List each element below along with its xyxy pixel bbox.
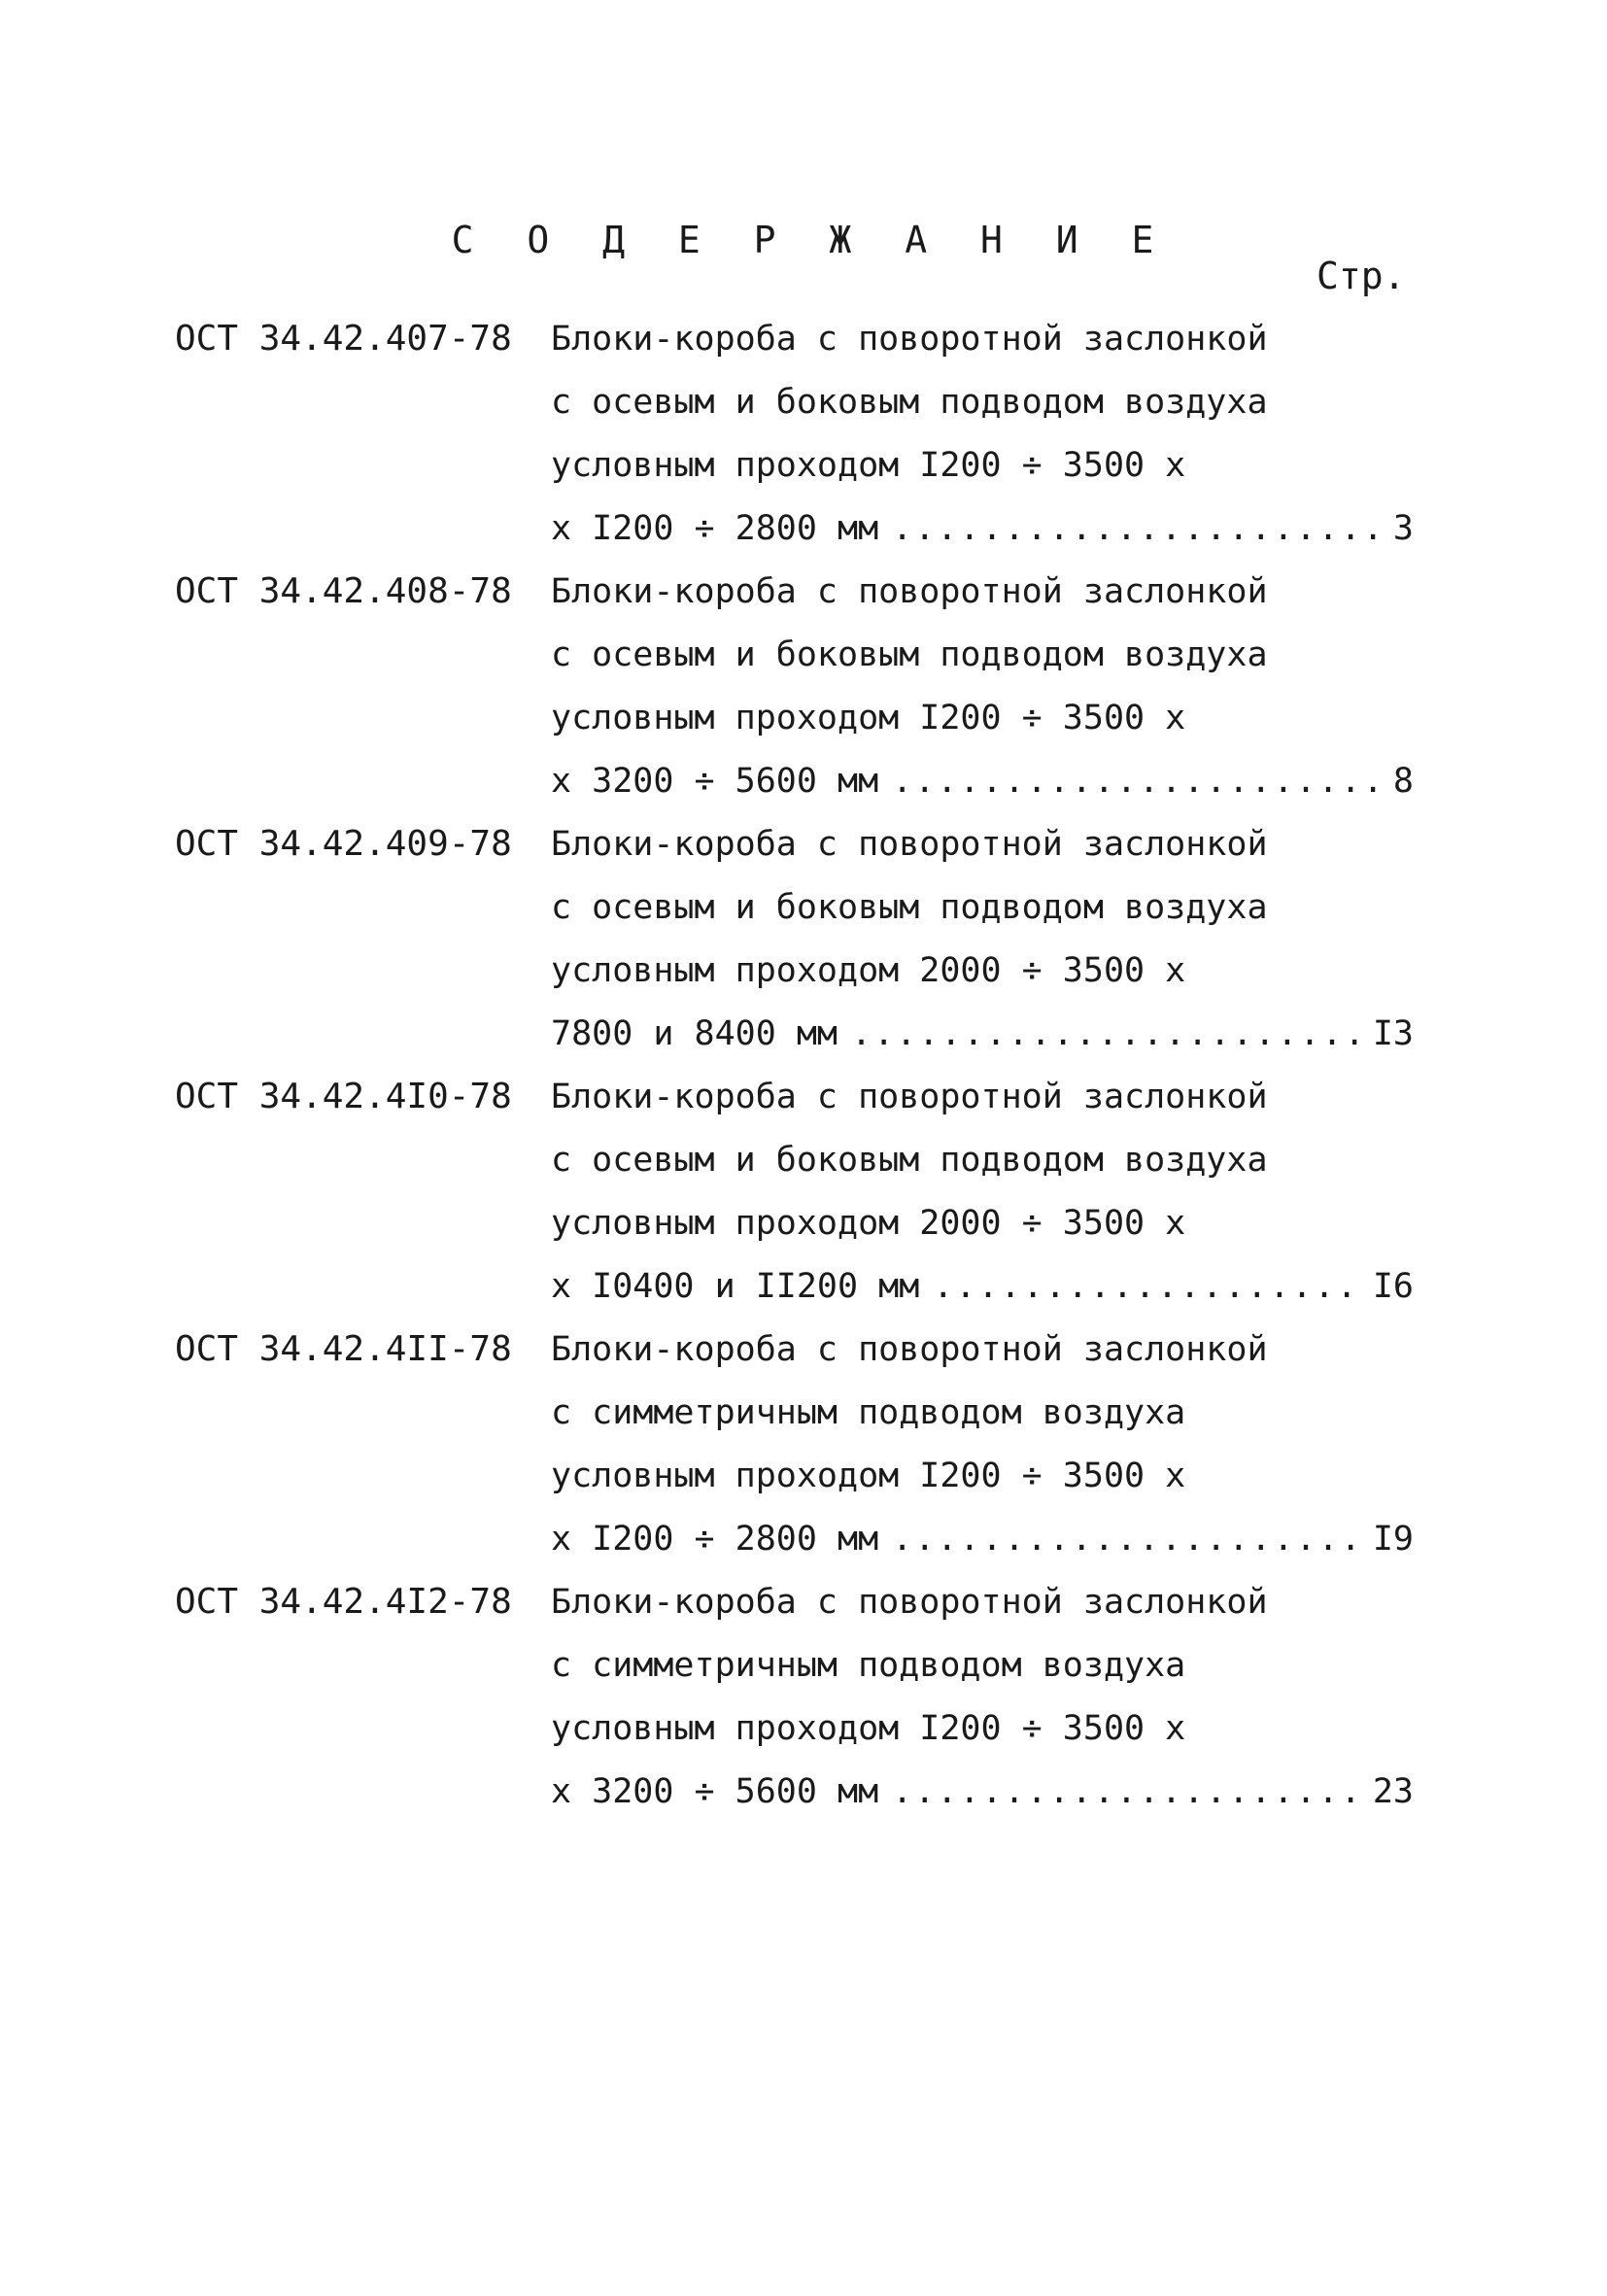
description-line: 7800 и 8400 мм bbox=[551, 1014, 838, 1053]
dot-leader bbox=[892, 508, 1387, 549]
dot-leader bbox=[892, 1519, 1367, 1559]
description-last-line bbox=[551, 1519, 1414, 1582]
standard-code: ОСТ 34.42.409-78 bbox=[175, 824, 512, 864]
description-line: с осевым и боковым подводом воздуха bbox=[551, 383, 1268, 422]
description-line: с осевым и боковым подводом воздуха bbox=[551, 888, 1268, 927]
standard-code: ОСТ 34.42.4II-78 bbox=[175, 1329, 512, 1369]
description-line: условным проходом 2000 ÷ 3500 х bbox=[551, 1204, 1186, 1243]
description-line: условным проходом I200 ÷ 3500 х bbox=[551, 1709, 1186, 1748]
dot-leader bbox=[933, 1266, 1367, 1307]
entry-description bbox=[551, 1077, 1414, 1329]
page-number: I9 bbox=[1372, 1520, 1414, 1559]
description-last-line bbox=[551, 1013, 1414, 1077]
page-number: I3 bbox=[1372, 1014, 1414, 1053]
standard-code: ОСТ 34.42.407-78 bbox=[175, 319, 512, 359]
description-line: Блоки-короба с поворотной заслонкой bbox=[551, 1330, 1268, 1369]
toc-entry bbox=[175, 1582, 1414, 1834]
description-line: условным проходом I200 ÷ 3500 х bbox=[551, 446, 1186, 485]
page-number: 23 bbox=[1372, 1772, 1414, 1811]
description-last-line bbox=[551, 1266, 1414, 1329]
toc-entry bbox=[175, 571, 1414, 824]
page-number: I6 bbox=[1372, 1267, 1414, 1306]
description-line: условным проходом I200 ÷ 3500 х bbox=[551, 1456, 1186, 1495]
page-number: 8 bbox=[1392, 762, 1414, 801]
toc-entry bbox=[175, 319, 1414, 571]
entry-description bbox=[551, 319, 1414, 571]
description-line: с симметричным подводом воздуха bbox=[551, 1393, 1186, 1432]
description-line: Блоки-короба с поворотной заслонкой bbox=[551, 1078, 1268, 1116]
description-line: х 3200 ÷ 5600 мм bbox=[551, 762, 879, 801]
entry-description bbox=[551, 1582, 1414, 1834]
entry-description bbox=[551, 1329, 1414, 1582]
standard-code: ОСТ 34.42.4I2-78 bbox=[175, 1582, 512, 1622]
dot-leader bbox=[892, 761, 1387, 802]
description-line: Блоки-короба с поворотной заслонкой bbox=[551, 1583, 1268, 1622]
toc-entry bbox=[175, 1077, 1414, 1329]
page-number: 3 bbox=[1392, 509, 1414, 548]
toc-entry bbox=[175, 1329, 1414, 1582]
entry-description bbox=[551, 824, 1414, 1077]
dot-leader bbox=[851, 1013, 1367, 1054]
table-of-contents bbox=[175, 319, 1414, 1834]
page-title: С О Д Е Р Ж А Н И Е bbox=[451, 219, 1170, 261]
description-line: Блоки-короба с поворотной заслонкой bbox=[551, 572, 1268, 611]
dot-leader bbox=[892, 1771, 1367, 1812]
entry-description bbox=[551, 571, 1414, 824]
description-line: х I0400 и II200 мм bbox=[551, 1267, 920, 1306]
description-line: условным проходом 2000 ÷ 3500 х bbox=[551, 951, 1186, 990]
description-line: Блоки-короба с поворотной заслонкой bbox=[551, 320, 1268, 359]
toc-entry bbox=[175, 824, 1414, 1077]
description-line: с осевым и боковым подводом воздуха bbox=[551, 1141, 1268, 1180]
standard-code: ОСТ 34.42.4I0-78 bbox=[175, 1077, 512, 1116]
description-line: Блоки-короба с поворотной заслонкой bbox=[551, 825, 1268, 864]
page-column-label: Стр. bbox=[1316, 255, 1406, 297]
description-line: с осевым и боковым подводом воздуха bbox=[551, 635, 1268, 674]
description-last-line bbox=[551, 1771, 1414, 1834]
description-last-line bbox=[551, 508, 1414, 571]
description-line: с симметричным подводом воздуха bbox=[551, 1646, 1186, 1685]
description-line: х I200 ÷ 2800 мм bbox=[551, 509, 879, 548]
description-last-line bbox=[551, 761, 1414, 824]
description-line: х I200 ÷ 2800 мм bbox=[551, 1520, 879, 1559]
description-line: х 3200 ÷ 5600 мм bbox=[551, 1772, 879, 1811]
standard-code: ОСТ 34.42.408-78 bbox=[175, 571, 512, 611]
description-line: условным проходом I200 ÷ 3500 х bbox=[551, 699, 1186, 737]
